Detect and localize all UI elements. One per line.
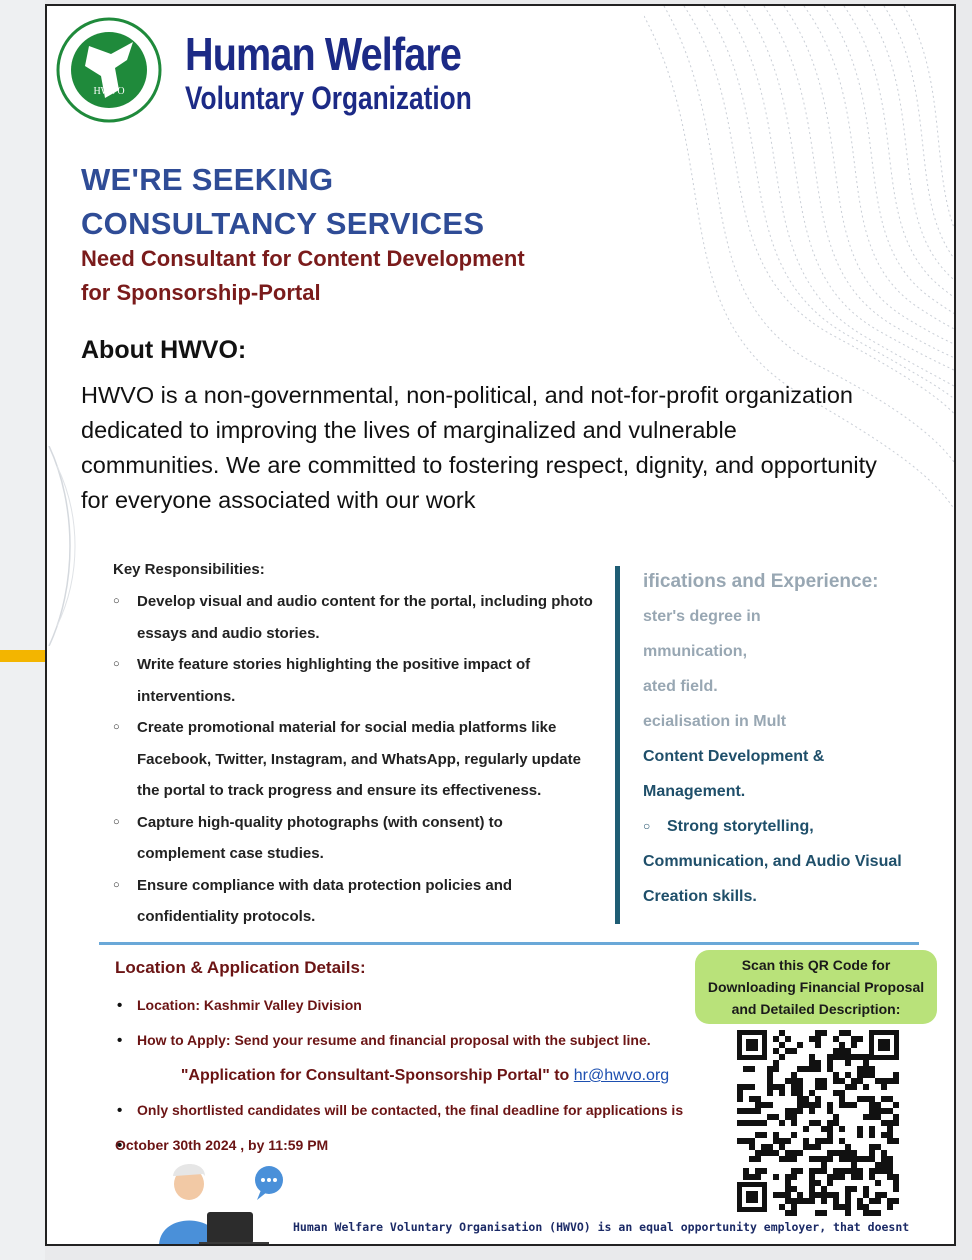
person-with-laptop-icon [149,1154,299,1246]
org-title [185,28,535,116]
subheadline [81,242,525,310]
headline [81,158,484,246]
hwvo-logo [55,16,163,124]
svg-text:HWVO: HWVO [93,86,125,97]
headline-line1: WE'RE SEEKING [81,162,334,197]
headline-line2: CONSULTANCY SERVICES [81,206,485,241]
bullet-icon: ○ [643,819,651,833]
qualification-line: ecialisation in Mult [643,713,787,730]
responsibilities-section [113,561,593,933]
org-name-line1: Human Welfare [185,28,462,80]
location-line: • Location: Kashmir Valley Division [115,988,735,1023]
subheadline-line1: Need Consultant for Content Development [81,246,525,271]
outer-margin [0,0,45,1260]
location-section [115,958,735,1163]
qualification-line: ster's degree in [643,608,761,625]
subject-line [115,1058,735,1093]
apply-line: • How to Apply: Send your resume and financial proposal with the subject line. [115,1023,735,1058]
qualifications-heading: ifications and Experience: [643,571,879,592]
qr-label: Scan this QR Code for Downloading Financial Proposal and Detailed Description: [695,950,937,1024]
flyer-page [45,4,956,1246]
qualification-line: mmunication, [643,643,748,660]
qualification-line: Management. [643,783,746,800]
deadline-line: • Only shortlisted candidates will be contacted, the final deadline for applications is [115,1093,735,1128]
list-item: ○ Ensure compliance with data protection policies and confidentiality protocols. [113,870,593,933]
deadline-text: October 30th 2024 , by 11:59 PM [115,1137,329,1153]
subheadline-line2: for Sponsorship-Portal [81,280,321,305]
location-list [115,988,735,1163]
qualification-line: Content Development & [643,748,825,765]
org-name-line2: Voluntary Organization [185,80,472,116]
footer-text: Human Welfare Voluntary Organisation (HWVO) is an equal opportunity employer, that doesnt [293,1220,910,1234]
responsibilities-heading: Key Responsibilities: [113,561,265,578]
subject-text: "Application for Consultant-Sponsorship Portal" to [180,1067,570,1084]
location-heading: Location & Application Details: [115,958,366,977]
qualifications-section [643,564,956,914]
qualification-item [643,809,956,844]
list-item: ○ Capture high-quality photographs (with consent) to complement case studies. [113,807,593,870]
qualification-line: Creation skills. [643,888,757,905]
column-divider [615,566,620,924]
qualification-line: Communication, and Audio Visual [643,853,902,870]
section-divider [99,942,919,945]
list-item: ○ Write feature stories highlighting the positive impact of interventions. [113,649,593,712]
email-link[interactable]: hr@hwvo.org [573,1067,670,1084]
qualification-line: ated field. [643,678,718,695]
about-heading: About HWVO: [81,336,247,364]
qualification-line: Strong storytelling, [667,818,814,835]
about-text: HWVO is a non-governmental, non-political, and not-for-profit organization dedicated to improving the lives of marginalized and vulnerable communities. We are committed to fostering respect, dignity, and opportunity for everyone associated with our work [81,382,877,513]
qr-code[interactable] [733,1026,903,1216]
list-item: ○ Create promotional material for social media platforms like Facebook, Twitter, Instagram, and WhatsApp, regularly update the portal to track progress and ensure its effectiveness. [113,712,593,807]
list-item: ○ Develop visual and audio content for the portal, including photo essays and audio stories. [113,586,593,649]
responsibilities-list [113,586,593,933]
